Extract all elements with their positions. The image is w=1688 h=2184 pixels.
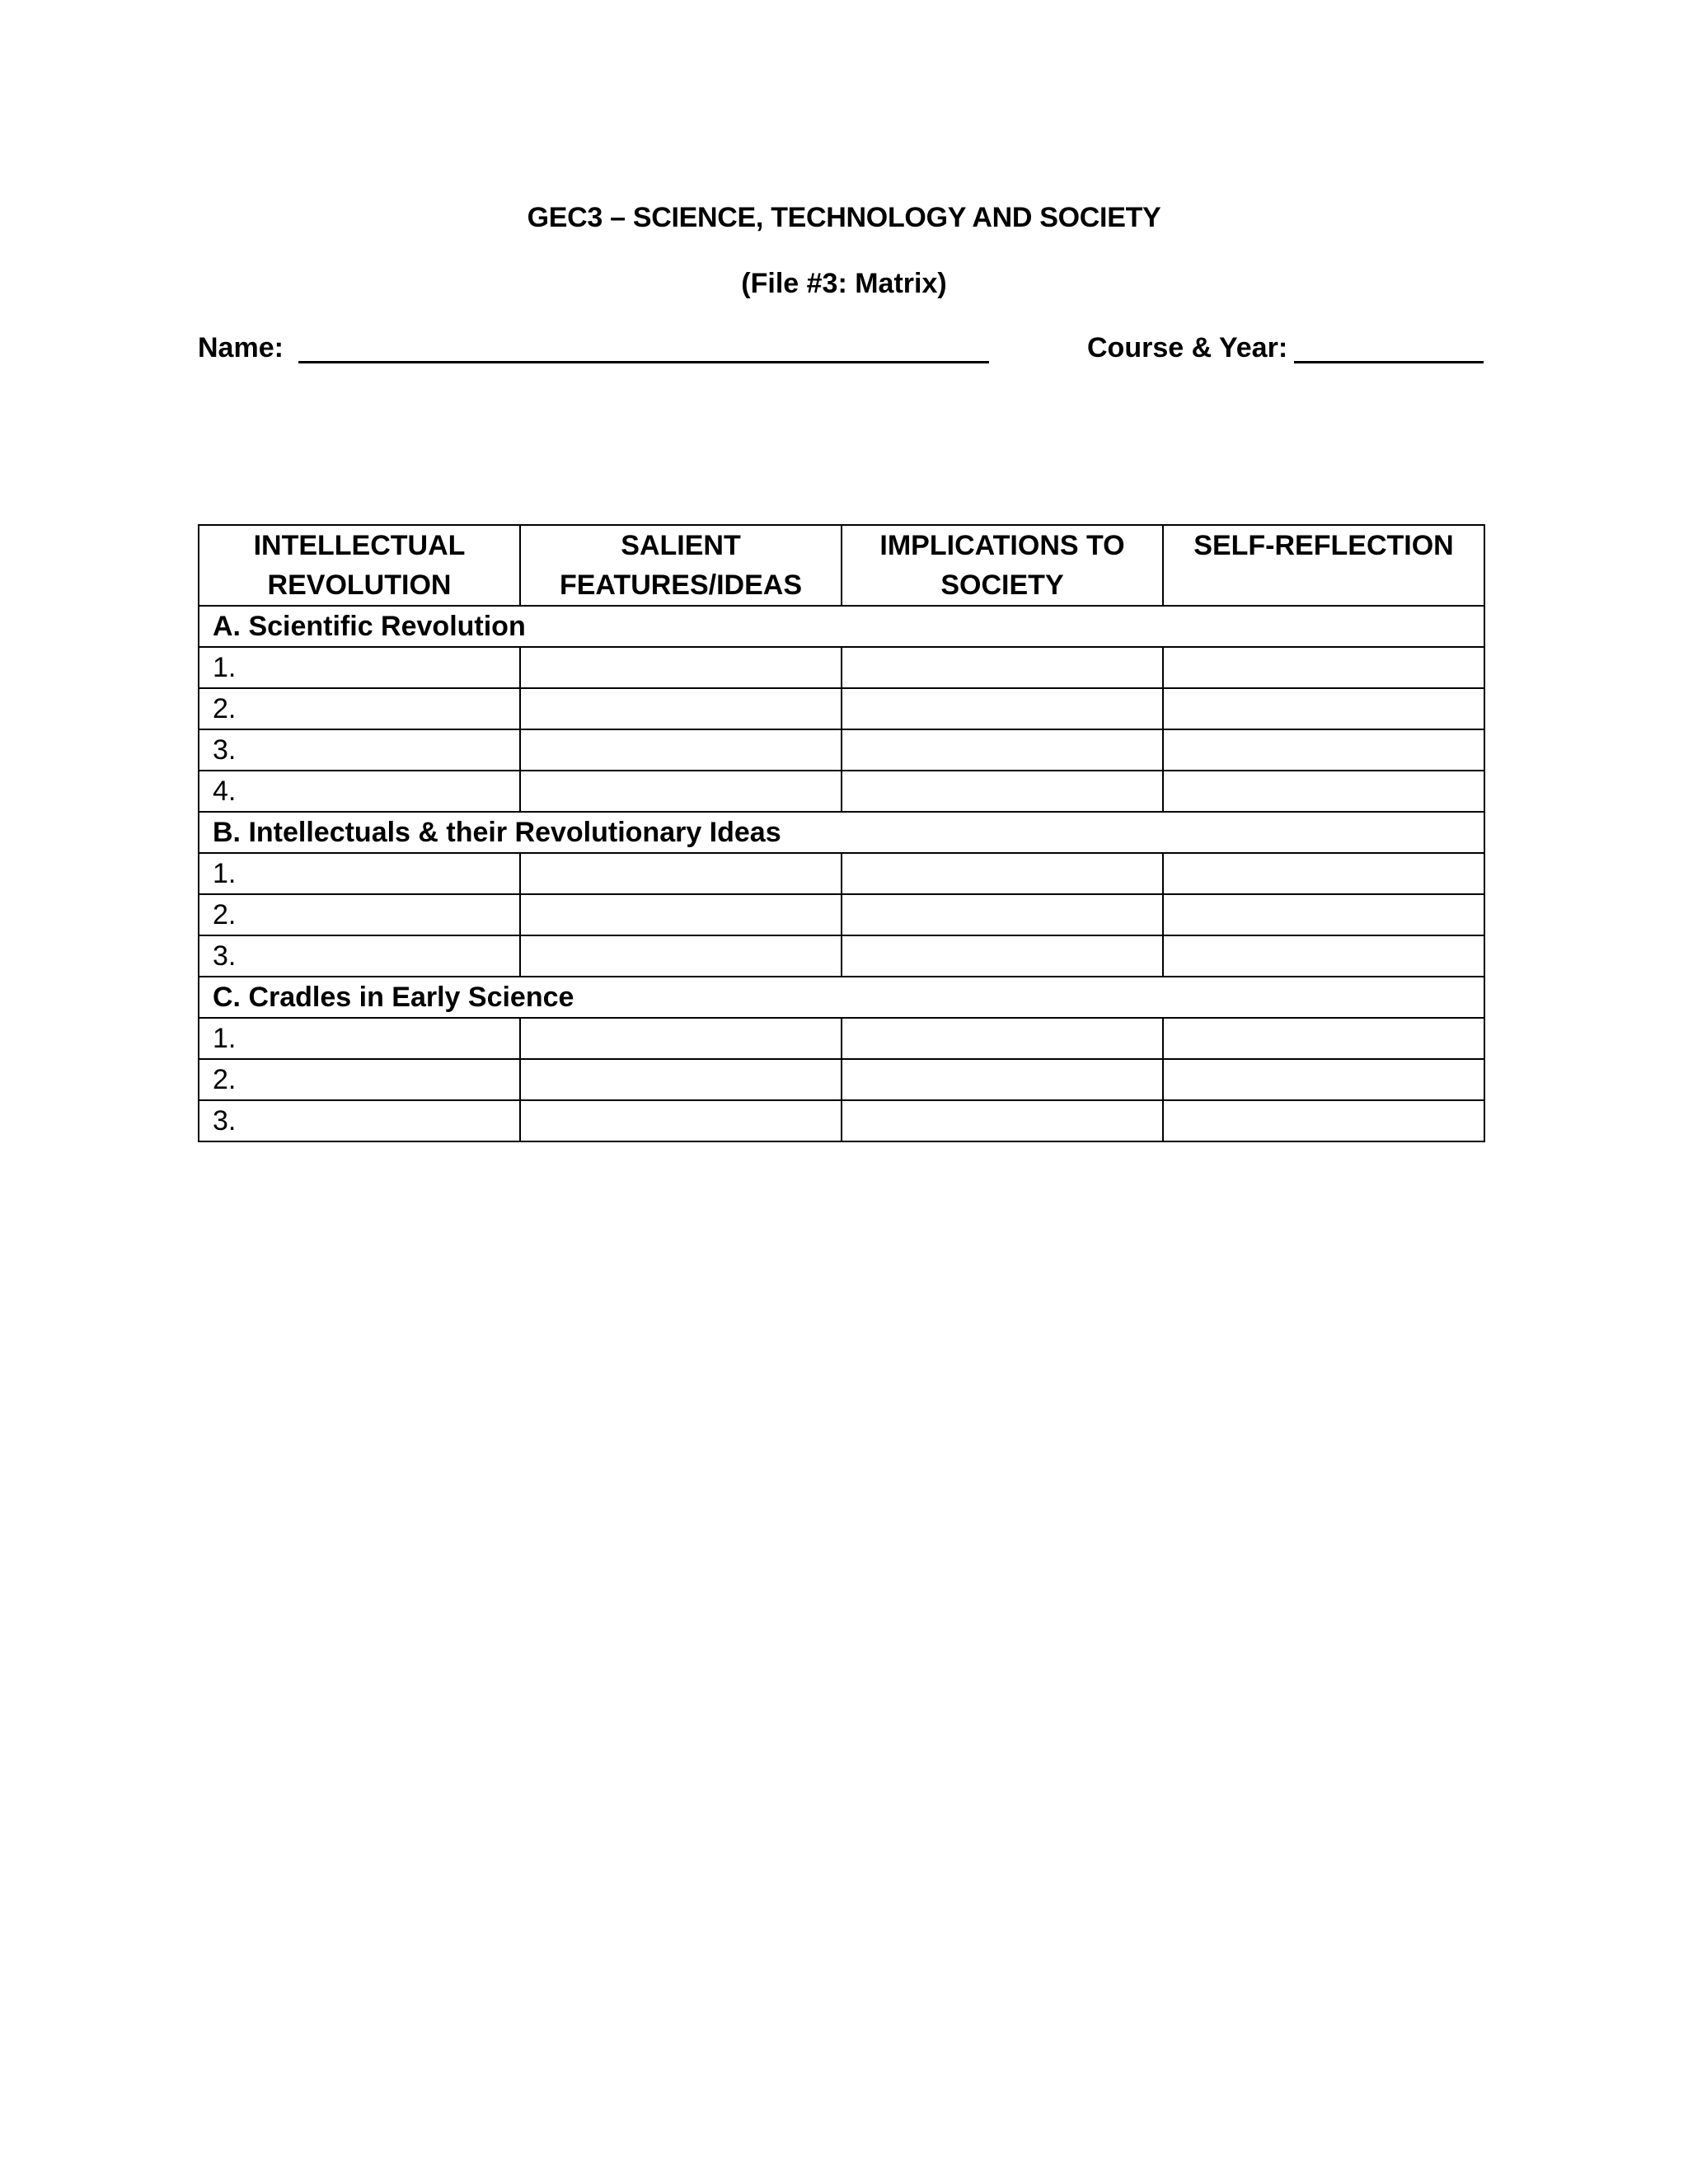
implications-cell[interactable]	[842, 1018, 1163, 1059]
salient-features-cell[interactable]	[520, 647, 842, 688]
salient-features-cell[interactable]	[520, 1018, 842, 1059]
section-title: A. Scientific Revolution	[199, 606, 1484, 647]
document-subtitle: (File #3: Matrix)	[741, 268, 947, 299]
self-reflection-cell[interactable]	[1163, 1059, 1484, 1100]
salient-features-cell[interactable]	[520, 771, 842, 812]
row-number: 3.	[199, 729, 520, 771]
implications-cell[interactable]	[842, 894, 1163, 935]
salient-features-cell[interactable]	[520, 1100, 842, 1141]
row-number: 4.	[199, 771, 520, 812]
table-row	[199, 853, 1484, 894]
salient-features-cell[interactable]	[520, 894, 842, 935]
salient-features-cell[interactable]	[520, 853, 842, 894]
salient-features-cell[interactable]	[520, 729, 842, 771]
header-intellectual-revolution: INTELLECTUAL REVOLUTION	[199, 525, 520, 606]
header-implications: IMPLICATIONS TO SOCIETY	[842, 525, 1163, 606]
table-row	[199, 894, 1484, 935]
row-number: 3.	[199, 1100, 520, 1141]
row-number: 2.	[199, 688, 520, 729]
self-reflection-cell[interactable]	[1163, 1100, 1484, 1141]
self-reflection-cell[interactable]	[1163, 1018, 1484, 1059]
section-row-a	[199, 606, 1484, 647]
table-row	[199, 729, 1484, 771]
section-title: B. Intellectuals & their Revolutionary Ideas	[199, 812, 1484, 853]
name-label: Name:	[198, 332, 284, 363]
table-row	[199, 647, 1484, 688]
table-row	[199, 1059, 1484, 1100]
salient-features-cell[interactable]	[520, 935, 842, 977]
row-number: 1.	[199, 647, 520, 688]
header-row	[199, 525, 1484, 606]
implications-cell[interactable]	[842, 935, 1163, 977]
implications-cell[interactable]	[842, 647, 1163, 688]
self-reflection-cell[interactable]	[1163, 688, 1484, 729]
course-year-blank-line[interactable]	[1294, 361, 1484, 363]
self-reflection-cell[interactable]	[1163, 647, 1484, 688]
implications-cell[interactable]	[842, 729, 1163, 771]
row-number: 2.	[199, 894, 520, 935]
table-row	[199, 1018, 1484, 1059]
salient-features-cell[interactable]	[520, 688, 842, 729]
header-self-reflection: SELF-REFLECTION	[1163, 525, 1484, 606]
table-row	[199, 935, 1484, 977]
self-reflection-cell[interactable]	[1163, 853, 1484, 894]
self-reflection-cell[interactable]	[1163, 935, 1484, 977]
self-reflection-cell[interactable]	[1163, 894, 1484, 935]
matrix-table	[198, 524, 1485, 1142]
table-row	[199, 1100, 1484, 1141]
self-reflection-cell[interactable]	[1163, 771, 1484, 812]
implications-cell[interactable]	[842, 1059, 1163, 1100]
row-number: 2.	[199, 1059, 520, 1100]
row-number: 1.	[199, 853, 520, 894]
table-row	[199, 688, 1484, 729]
name-blank-line[interactable]	[298, 361, 989, 363]
table-row	[199, 771, 1484, 812]
section-row-b	[199, 812, 1484, 853]
implications-cell[interactable]	[842, 771, 1163, 812]
salient-features-cell[interactable]	[520, 1059, 842, 1100]
implications-cell[interactable]	[842, 688, 1163, 729]
course-year-label: Course & Year:	[1087, 332, 1288, 363]
self-reflection-cell[interactable]	[1163, 729, 1484, 771]
document-title: GEC3 – SCIENCE, TECHNOLOGY AND SOCIETY	[527, 202, 1161, 233]
implications-cell[interactable]	[842, 1100, 1163, 1141]
section-title: C. Cradles in Early Science	[199, 977, 1484, 1018]
row-number: 3.	[199, 935, 520, 977]
section-row-c	[199, 977, 1484, 1018]
row-number: 1.	[199, 1018, 520, 1059]
header-salient-features: SALIENT FEATURES/IDEAS	[520, 525, 842, 606]
implications-cell[interactable]	[842, 853, 1163, 894]
